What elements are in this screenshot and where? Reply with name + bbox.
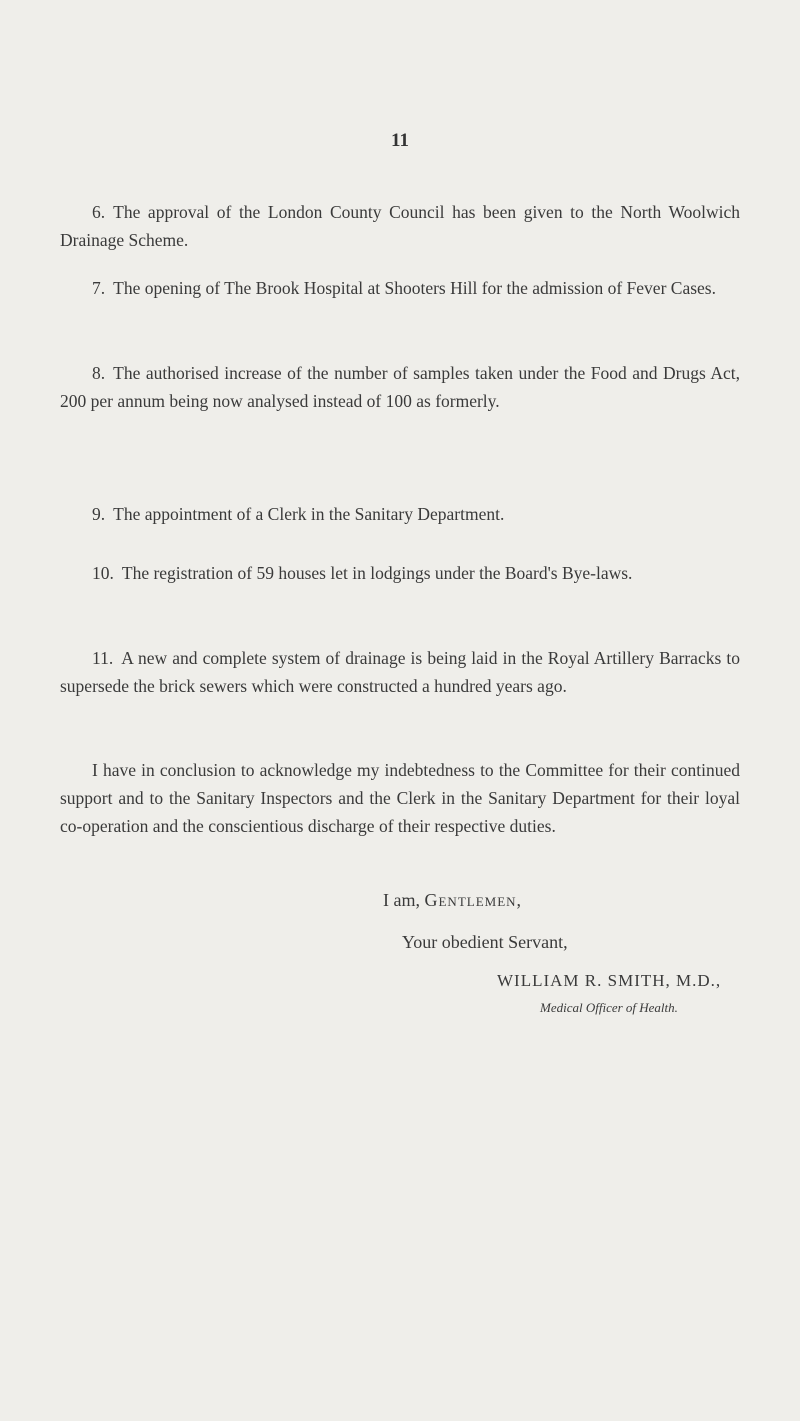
list-item (60, 198, 740, 254)
item-text: A new and complete system of drainage is being laid in the Royal Artillery Barracks to supersede the brick sewers which were constructed a hundred years ago. (60, 648, 740, 696)
item-number: 8. (92, 363, 106, 383)
item-text: The opening of The Brook Hospital at Shooters Hill for the admission of Fever Cases. (113, 278, 716, 298)
item-number: 9. (92, 504, 106, 524)
list-item (60, 644, 740, 700)
salutation-prefix: I am, (383, 890, 420, 910)
item-number: 6. (92, 202, 106, 222)
item-number: 10. (92, 563, 114, 583)
item-text: The authorised increase of the number of samples taken under the Food and Drugs Act, 200 per annum being now analysed instead of 100 as formerly. (60, 363, 740, 411)
list-item (60, 559, 740, 587)
valediction: Your obedient Servant, (402, 932, 568, 952)
conclusion-paragraph (60, 756, 740, 840)
list-item (60, 274, 740, 302)
signatory-title: Medical Officer of Health. (540, 1000, 678, 1015)
signature: WILLIAM R. SMITH, M.D., (497, 971, 722, 990)
item-number: 11. (92, 648, 114, 668)
page-number: 11 (391, 130, 409, 151)
item-text: The appointment of a Clerk in the Sanitary Department. (113, 504, 505, 524)
conclusion-text: I have in conclusion to acknowledge my indebtedness to the Committee for their continued support and to the Sanitary Inspectors and the Clerk in the Sanitary Department for their loyal co-operation and the conscientious discharge of their respective duties. (60, 760, 740, 836)
item-text: The registration of 59 houses let in lodgings under the Board's Bye-laws. (121, 563, 633, 583)
salutation (383, 890, 522, 911)
item-number: 7. (92, 278, 106, 298)
list-item (60, 359, 740, 415)
salutation-name: Gentlemen, (424, 890, 523, 910)
item-text: The approval of the London County Council has been given to the North Woolwich Drainage Scheme. (60, 202, 740, 250)
list-item (60, 500, 740, 528)
